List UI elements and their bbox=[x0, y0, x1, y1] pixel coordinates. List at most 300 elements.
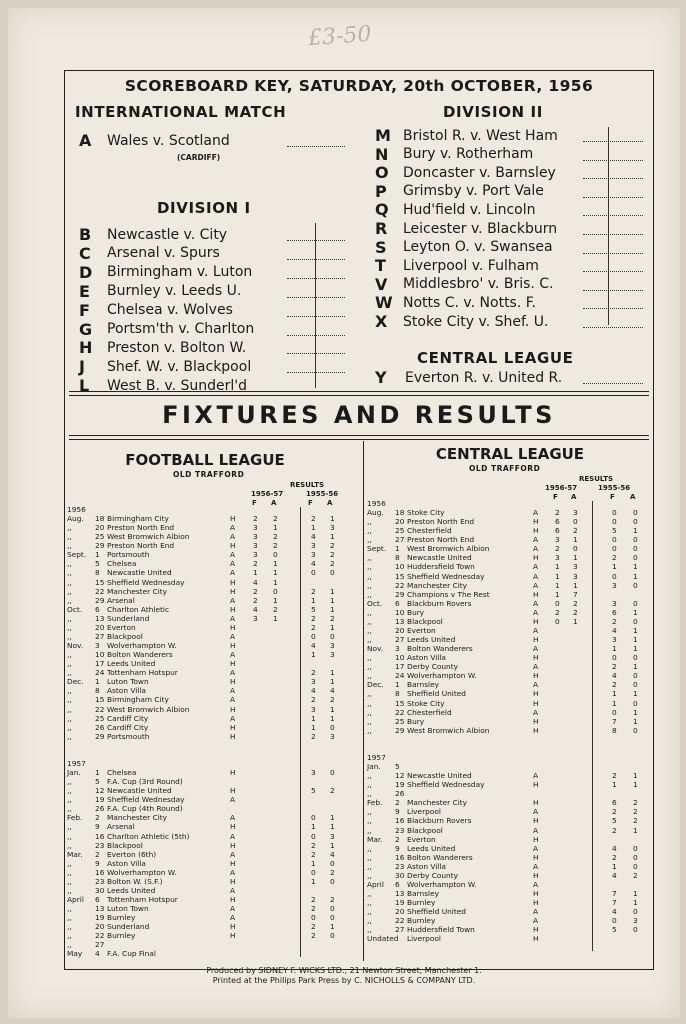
result-1955-56-for: 2 bbox=[311, 586, 316, 596]
fixture-day: 22 bbox=[395, 580, 405, 590]
season-1-label: 1956-57 bbox=[251, 490, 284, 498]
fixture-venue: H bbox=[533, 798, 539, 808]
col-a-label: A bbox=[571, 493, 577, 501]
result-1955-56-against: 0 bbox=[633, 907, 638, 917]
result-1955-56-against: 1 bbox=[330, 822, 335, 832]
fixture-venue: H bbox=[230, 704, 236, 714]
season-divider bbox=[592, 501, 593, 951]
result-1955-56-for: 2 bbox=[612, 852, 617, 862]
result-1955-56-for: 5 bbox=[311, 786, 316, 796]
fixture-day: 13 bbox=[395, 889, 405, 898]
result-1956-57-against: 0 bbox=[573, 544, 578, 554]
fixture-opponent: Arsenal bbox=[107, 822, 135, 832]
result-1955-56-against: 2 bbox=[330, 541, 335, 551]
fixture-month: ‚‚ bbox=[67, 668, 72, 678]
fixture-venue: H bbox=[230, 822, 236, 832]
result-1955-56-against: 1 bbox=[633, 644, 638, 654]
fixture-venue: A bbox=[230, 795, 236, 805]
fixture-month: ‚‚ bbox=[67, 613, 72, 623]
result-1955-56-for: 2 bbox=[311, 931, 316, 941]
result-1955-56-against: 0 bbox=[633, 535, 638, 545]
fixture-day: 23 bbox=[95, 876, 105, 886]
result-1955-56-for: 2 bbox=[612, 662, 617, 672]
result-1955-56-for: 2 bbox=[311, 840, 316, 850]
fixture-month: ‚‚ bbox=[367, 725, 372, 735]
fixture-venue: A bbox=[230, 913, 236, 923]
fixture-opponent: Bury bbox=[407, 607, 425, 617]
fixture-month: ‚‚ bbox=[367, 589, 372, 599]
fixture-day: 5 bbox=[95, 777, 100, 787]
fixture-venue: A bbox=[230, 867, 236, 877]
score-dots bbox=[583, 234, 643, 235]
score-dots bbox=[287, 372, 345, 373]
fixture-opponent: Manchester City bbox=[407, 580, 468, 590]
key-match bbox=[375, 256, 539, 275]
season-1-label: 1956-57 bbox=[545, 484, 578, 492]
fixture-month: ‚‚ bbox=[367, 526, 372, 536]
score-dots bbox=[287, 259, 345, 260]
match-letter: P bbox=[375, 181, 387, 201]
fixture-month: ‚‚ bbox=[67, 523, 72, 533]
key-match bbox=[375, 182, 544, 201]
result-1955-56-against: 0 bbox=[633, 698, 638, 708]
fixture-day: 6 bbox=[395, 598, 400, 608]
fixture-venue: A bbox=[533, 907, 539, 917]
fixture-opponent: Luton Town bbox=[107, 677, 149, 687]
fixture-opponent: Aston Villa bbox=[107, 686, 146, 696]
fixture-venue: A bbox=[230, 532, 236, 542]
score-dots bbox=[583, 197, 643, 198]
central-key-heading: CENTRAL LEAGUE bbox=[417, 349, 574, 367]
result-1956-57-for: 2 bbox=[555, 544, 560, 554]
fixture-day: 27 bbox=[395, 635, 405, 645]
fixture-opponent: Cardiff City bbox=[107, 713, 149, 723]
match-teams: Chelsea v. Wolves bbox=[107, 302, 233, 319]
result-1955-56-against: 1 bbox=[633, 707, 638, 717]
fixture-day: 10 bbox=[395, 607, 405, 617]
fixture-day: 19 bbox=[395, 898, 405, 908]
result-1955-56-against: 1 bbox=[330, 668, 335, 678]
fixture-day: 2 bbox=[95, 813, 100, 823]
match-letter: M bbox=[375, 126, 391, 145]
col-a-label: A bbox=[630, 493, 636, 501]
result-1955-56-for: 5 bbox=[612, 526, 617, 536]
fixture-month: April bbox=[367, 879, 384, 889]
fixture-venue: A bbox=[533, 680, 539, 690]
scoreboard-key-title: SCOREBOARD KEY, SATURDAY, 20th OCTOBER, 1956 bbox=[124, 77, 594, 95]
fixture-month: ‚‚ bbox=[67, 731, 72, 741]
result-1955-56-for: 1 bbox=[311, 822, 316, 832]
result-1955-56-for: 5 bbox=[311, 604, 316, 614]
result-1955-56-for: 3 bbox=[311, 677, 316, 687]
match-teams: Leyton O. v. Swansea bbox=[403, 239, 553, 256]
fixture-day: 5 bbox=[95, 559, 100, 569]
match-teams: Burnley v. Leeds U. bbox=[107, 283, 242, 300]
fixture-day: 16 bbox=[95, 831, 105, 841]
fixture-opponent: Tottenham Hotspur bbox=[107, 668, 178, 678]
fixture-venue: H bbox=[230, 604, 236, 614]
fixture-venue: A bbox=[230, 904, 236, 914]
fixture-month: ‚‚ bbox=[67, 650, 72, 660]
result-1955-56-against: 1 bbox=[330, 813, 335, 823]
score-dots bbox=[287, 316, 345, 317]
fixture-day: 22 bbox=[395, 916, 405, 926]
result-1955-56-for: 0 bbox=[311, 568, 316, 578]
score-dots bbox=[287, 146, 345, 147]
fixture-venue: H bbox=[533, 635, 539, 645]
col-f-label: F bbox=[308, 499, 313, 507]
result-1955-56-against: 2 bbox=[633, 798, 638, 808]
fixture-day: 25 bbox=[395, 526, 405, 536]
fixture-opponent: Manchester City bbox=[107, 813, 168, 823]
fixture-day: 25 bbox=[395, 716, 405, 726]
fixture-opponent: Leeds United bbox=[407, 635, 456, 645]
score-dots bbox=[583, 290, 643, 291]
fixture-month: ‚‚ bbox=[67, 858, 72, 868]
fixture-opponent: Bolton Wanderers bbox=[407, 852, 473, 862]
match-letter: A bbox=[79, 131, 92, 150]
fixture-venue: A bbox=[230, 885, 236, 895]
fixture-opponent: Preston North End bbox=[407, 535, 475, 545]
fixture-month: Feb. bbox=[367, 798, 383, 808]
fixture-opponent: Derby County bbox=[407, 662, 459, 672]
division-2-heading: DIVISION II bbox=[443, 103, 543, 121]
result-1955-56-against: 1 bbox=[330, 586, 335, 596]
result-1955-56-against: 1 bbox=[633, 662, 638, 672]
fixture-venue: H bbox=[533, 934, 539, 944]
fixture-month: ‚‚ bbox=[367, 607, 372, 617]
result-1955-56-for: 3 bbox=[311, 541, 316, 551]
fixture-venue: H bbox=[230, 731, 236, 741]
col-a-label: A bbox=[271, 499, 277, 507]
result-1956-57-for: 3 bbox=[555, 553, 560, 563]
fixture-month: 1957 bbox=[67, 758, 86, 768]
division-1-heading: DIVISION I bbox=[157, 199, 251, 217]
result-1955-56-for: 4 bbox=[311, 532, 316, 542]
result-1955-56-for: 3 bbox=[311, 550, 316, 560]
fixture-opponent: Blackpool bbox=[407, 825, 443, 835]
fixture-day: 27 bbox=[95, 631, 105, 641]
result-1955-56-for: 3 bbox=[311, 768, 316, 778]
result-1956-57-against: 1 bbox=[273, 595, 278, 605]
fixture-opponent: Newcastle United bbox=[407, 771, 472, 781]
result-1956-57-against: 3 bbox=[573, 562, 578, 572]
match-letter: V bbox=[375, 274, 388, 294]
result-1955-56-against: 0 bbox=[633, 843, 638, 853]
fixture-opponent: Portsmouth bbox=[107, 731, 150, 741]
match-teams: Portsm'th v. Charlton bbox=[107, 321, 255, 337]
fixture-month: ‚‚ bbox=[367, 861, 372, 871]
result-1955-56-against: 1 bbox=[633, 625, 638, 635]
result-1955-56-for: 0 bbox=[311, 867, 316, 877]
fixture-day: 23 bbox=[95, 840, 105, 850]
fixture-month: ‚‚ bbox=[367, 653, 372, 663]
fixture-day: 20 bbox=[395, 517, 405, 527]
result-1956-57-for: 3 bbox=[253, 523, 258, 533]
result-1955-56-for: 2 bbox=[311, 895, 316, 904]
fixture-opponent: Liverpool bbox=[407, 807, 441, 817]
match-teams: Arsenal v. Spurs bbox=[107, 245, 220, 262]
fixture-month: ‚‚ bbox=[67, 804, 72, 814]
fixture-opponent: Burnley bbox=[107, 931, 136, 941]
fixture-opponent: Huddersfield Town bbox=[407, 562, 475, 572]
fixture-month: ‚‚ bbox=[367, 870, 372, 880]
key-match bbox=[375, 312, 548, 331]
fixture-day: 26 bbox=[395, 789, 405, 799]
fixture-month: ‚‚ bbox=[367, 689, 372, 699]
fixture-opponent: Leeds United bbox=[107, 659, 156, 669]
fixture-day: 22 bbox=[95, 931, 105, 941]
fixture-day: 3 bbox=[95, 641, 100, 651]
fixture-day: 20 bbox=[395, 625, 405, 635]
fixture-opponent: Everton bbox=[407, 625, 436, 635]
fixture-venue: A bbox=[533, 607, 539, 617]
footer-line-2: Printed at the Philips Park Press by C. NICHOLLS & COMPANY LTD. bbox=[212, 976, 476, 985]
fixture-venue: A bbox=[230, 523, 236, 533]
fixture-venue: H bbox=[533, 526, 539, 536]
result-1955-56-against: 1 bbox=[330, 713, 335, 723]
fixture-opponent: Everton bbox=[107, 622, 136, 632]
result-1956-57-for: 1 bbox=[253, 568, 258, 578]
match-letter: Q bbox=[375, 200, 389, 220]
fixture-venue: A bbox=[230, 713, 236, 723]
result-1955-56-against: 2 bbox=[633, 816, 638, 826]
fixture-venue: A bbox=[533, 571, 539, 581]
fixture-opponent: Newcastle United bbox=[107, 568, 172, 578]
fixture-month: Oct. bbox=[367, 598, 383, 608]
fixture-month: 1957 bbox=[367, 752, 386, 762]
fixture-opponent: Blackpool bbox=[107, 840, 143, 850]
result-1956-57-against: 1 bbox=[273, 568, 278, 578]
fixture-venue: H bbox=[230, 677, 236, 687]
fixture-month: ‚‚ bbox=[67, 885, 72, 895]
result-1955-56-against: 3 bbox=[330, 523, 335, 533]
result-1956-57-for: 6 bbox=[555, 526, 560, 536]
fixture-venue: A bbox=[533, 662, 539, 672]
fixture-opponent: Newcastle United bbox=[407, 553, 472, 563]
result-1955-56-for: 3 bbox=[612, 580, 617, 590]
fixture-month: ‚‚ bbox=[67, 659, 72, 669]
fixture-venue: H bbox=[230, 876, 236, 886]
fixture-month: ‚‚ bbox=[367, 716, 372, 726]
fixture-opponent: Arsenal bbox=[107, 595, 135, 605]
match-teams: Wales v. Scotland bbox=[107, 132, 230, 149]
result-1955-56-against: 1 bbox=[633, 607, 638, 617]
fixture-opponent: Aston Villa bbox=[107, 858, 146, 868]
fixture-month: ‚‚ bbox=[67, 876, 72, 886]
fixture-opponent: F.A. Cup (3rd Round) bbox=[107, 777, 183, 787]
fixture-day: 29 bbox=[395, 589, 405, 599]
fixture-day: 13 bbox=[395, 616, 405, 626]
result-1955-56-against: 1 bbox=[633, 771, 638, 781]
result-1955-56-for: 0 bbox=[311, 831, 316, 841]
result-1955-56-for: 1 bbox=[612, 562, 617, 572]
fixture-month: ‚‚ bbox=[67, 622, 72, 632]
result-1955-56-for: 0 bbox=[311, 813, 316, 823]
result-1955-56-against: 0 bbox=[330, 722, 335, 732]
fixture-month: ‚‚ bbox=[367, 625, 372, 635]
result-1955-56-for: 0 bbox=[612, 508, 617, 518]
fixture-opponent: Chelsea bbox=[107, 768, 137, 778]
fixture-day: 27 bbox=[95, 940, 105, 950]
match-letter: S bbox=[375, 237, 387, 257]
fixture-opponent: Wolverhampton W. bbox=[107, 867, 177, 877]
fixture-opponent: Portsmouth bbox=[107, 550, 150, 560]
result-1955-56-against: 3 bbox=[633, 916, 638, 926]
match-letter: F bbox=[79, 300, 90, 320]
result-1955-56-for: 7 bbox=[612, 716, 617, 726]
result-1955-56-for: 2 bbox=[311, 514, 316, 524]
fixture-month: ‚‚ bbox=[67, 686, 72, 696]
double-rule bbox=[69, 435, 649, 440]
central-key-match bbox=[375, 368, 562, 387]
fixture-month: ‚‚ bbox=[67, 922, 72, 932]
fixture-venue: A bbox=[533, 843, 539, 853]
fixture-opponent: Bolton Wanderers bbox=[407, 644, 473, 654]
fixture-day: 2 bbox=[395, 834, 400, 844]
fixture-month: ‚‚ bbox=[67, 559, 72, 569]
result-1956-57-against: 0 bbox=[573, 517, 578, 527]
result-1956-57-against: 7 bbox=[573, 589, 578, 599]
key-match bbox=[79, 301, 233, 320]
fixture-opponent: Cardiff City bbox=[107, 722, 149, 732]
fixture-month: ‚‚ bbox=[367, 898, 372, 908]
fixture-day: 9 bbox=[395, 807, 400, 817]
fixture-month: ‚‚ bbox=[367, 907, 372, 917]
result-1956-57-against: 3 bbox=[573, 508, 578, 518]
result-1956-57-against: 1 bbox=[573, 616, 578, 626]
result-1956-57-against: 2 bbox=[573, 526, 578, 536]
results-label: RESULTS bbox=[579, 475, 614, 483]
fixture-opponent: Manchester City bbox=[407, 798, 468, 808]
fixture-opponent: Sheffield Wednesday bbox=[107, 577, 185, 587]
fixture-day: 27 bbox=[395, 535, 405, 545]
fixture-venue: H bbox=[230, 858, 236, 868]
score-column-divider bbox=[315, 223, 316, 388]
fixture-day: 20 bbox=[95, 922, 105, 932]
result-1955-56-against: 1 bbox=[633, 526, 638, 536]
fixture-month: ‚‚ bbox=[367, 707, 372, 717]
fixture-month: ‚‚ bbox=[67, 532, 72, 542]
result-1955-56-against: 0 bbox=[330, 931, 335, 941]
result-1955-56-for: 0 bbox=[612, 517, 617, 527]
result-1956-57-against: 2 bbox=[573, 607, 578, 617]
fixture-venue: H bbox=[230, 840, 236, 850]
fixture-month: ‚‚ bbox=[67, 831, 72, 841]
result-1955-56-against: 1 bbox=[330, 840, 335, 850]
fixture-venue: A bbox=[533, 562, 539, 572]
fixture-day: 10 bbox=[395, 562, 405, 572]
key-match bbox=[375, 200, 535, 219]
fixture-day: 9 bbox=[95, 822, 100, 832]
fixture-opponent: Preston North End bbox=[107, 541, 175, 551]
fixture-venue: A bbox=[230, 650, 236, 660]
fixture-month: ‚‚ bbox=[367, 789, 372, 799]
fixture-venue: A bbox=[230, 559, 236, 569]
fixture-month: ‚‚ bbox=[367, 843, 372, 853]
result-1956-57-for: 6 bbox=[555, 517, 560, 527]
result-1956-57-for: 3 bbox=[555, 535, 560, 545]
score-dots bbox=[583, 308, 643, 309]
match-teams: Shef. W. v. Blackpool bbox=[107, 358, 252, 375]
fixture-opponent: Charlton Athletic (5th) bbox=[107, 831, 190, 841]
fixture-opponent: Sheffield Wednesday bbox=[407, 780, 485, 790]
fixture-venue: A bbox=[533, 916, 539, 926]
fixture-day: 26 bbox=[95, 722, 105, 732]
key-match bbox=[79, 244, 220, 263]
key-match bbox=[375, 238, 553, 257]
international-heading: INTERNATIONAL MATCH bbox=[75, 103, 287, 121]
fixture-venue: A bbox=[230, 695, 236, 705]
result-1955-56-against: 0 bbox=[633, 580, 638, 590]
result-1955-56-for: 1 bbox=[311, 595, 316, 605]
fixture-day: 2 bbox=[95, 849, 100, 859]
result-1955-56-for: 4 bbox=[311, 686, 316, 696]
fixture-day: 9 bbox=[395, 843, 400, 853]
fixture-venue: A bbox=[230, 613, 236, 623]
key-match bbox=[375, 219, 557, 238]
fixture-venue: H bbox=[533, 834, 539, 844]
result-1955-56-against: 0 bbox=[633, 925, 638, 935]
match-teams: Stoke City v. Shef. U. bbox=[403, 313, 549, 330]
fixture-opponent: West Bromwich Albion bbox=[107, 532, 190, 542]
match-letter: D bbox=[79, 262, 93, 282]
fixture-venue: A bbox=[533, 771, 539, 781]
key-match bbox=[79, 320, 254, 339]
fixture-venue: A bbox=[533, 825, 539, 835]
result-1955-56-for: 5 bbox=[612, 816, 617, 826]
score-dots bbox=[583, 383, 643, 384]
fixture-month: ‚‚ bbox=[67, 940, 72, 950]
result-1955-56-for: 2 bbox=[612, 807, 617, 817]
match-letter: X bbox=[375, 312, 388, 331]
fixture-month: ‚‚ bbox=[67, 867, 72, 877]
fixture-month: ‚‚ bbox=[367, 580, 372, 590]
fixture-day: 22 bbox=[395, 707, 405, 717]
fixture-month: ‚‚ bbox=[67, 786, 72, 796]
result-1956-57-for: 4 bbox=[253, 604, 258, 614]
result-1955-56-for: 1 bbox=[311, 722, 316, 732]
fixture-month: Dec. bbox=[67, 677, 84, 687]
key-match bbox=[79, 282, 241, 301]
fixture-venue: H bbox=[533, 889, 539, 898]
fixture-opponent: Tottenham Hotspur bbox=[107, 895, 178, 904]
fixture-venue: A bbox=[533, 861, 539, 871]
result-1955-56-against: 0 bbox=[633, 508, 638, 518]
match-teams: Preston v. Bolton W. bbox=[107, 339, 247, 356]
result-1956-57-against: 1 bbox=[273, 559, 278, 569]
fixture-day: 24 bbox=[395, 671, 405, 681]
programme-page bbox=[8, 8, 680, 1018]
venue-label: (CARDIFF) bbox=[177, 153, 221, 162]
fixture-venue: H bbox=[533, 898, 539, 908]
fixture-opponent: Everton bbox=[407, 834, 436, 844]
fixture-venue: A bbox=[533, 598, 539, 608]
fixture-venue: A bbox=[533, 580, 539, 590]
fixture-day: 23 bbox=[395, 861, 405, 871]
fixture-venue: H bbox=[230, 622, 236, 632]
fixture-day: 13 bbox=[95, 904, 105, 914]
fixture-opponent: Blackpool bbox=[407, 616, 443, 626]
fixture-opponent: Sheffield Wednesday bbox=[407, 571, 485, 581]
fixture-month: ‚‚ bbox=[367, 571, 372, 581]
fixture-month: ‚‚ bbox=[67, 840, 72, 850]
fixture-day: 10 bbox=[95, 650, 105, 660]
column-divider bbox=[363, 441, 364, 961]
match-letter: G bbox=[79, 319, 93, 339]
result-1955-56-for: 2 bbox=[311, 922, 316, 932]
fixture-day: 6 bbox=[95, 895, 100, 904]
